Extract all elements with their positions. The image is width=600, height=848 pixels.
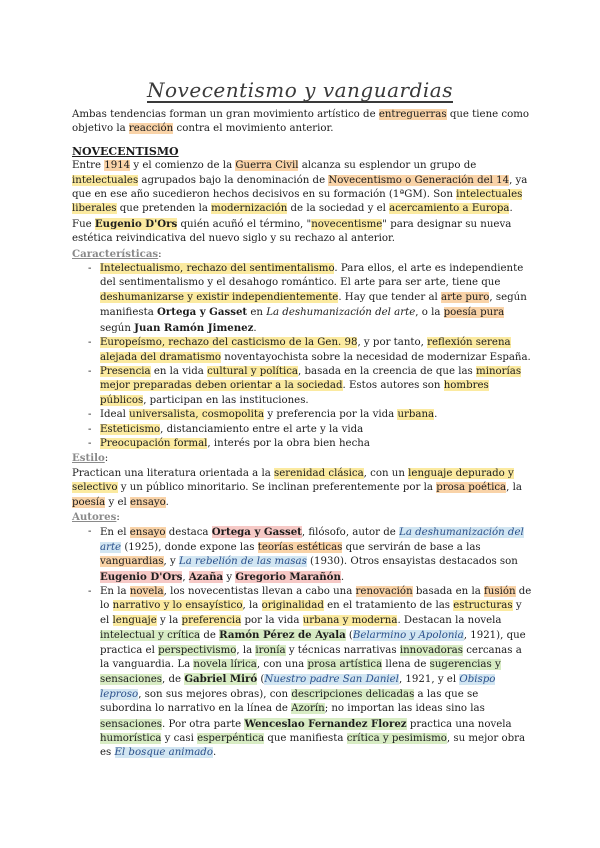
- text: , con un: [363, 467, 409, 479]
- highlight: entreguerras: [378, 109, 447, 120]
- author-name: Eugenio D'Ors: [100, 570, 183, 583]
- text: de lo: [100, 586, 532, 612]
- highlight: Novecentismo o Generación del 14: [328, 174, 510, 186]
- text: llena de: [382, 659, 430, 671]
- text: , con una: [256, 659, 308, 671]
- highlight: preferencia: [181, 614, 242, 626]
- highlight: reacción: [128, 123, 174, 135]
- highlight: acercamiento a Europa: [389, 203, 510, 215]
- text: y el comienzo de la: [130, 160, 236, 172]
- text: noventayochista sobre la necesidad de modernizar España.: [221, 351, 531, 363]
- text: ,: [182, 571, 189, 583]
- text: cercanas a la vanguardia. La: [100, 644, 522, 671]
- text: según: [100, 322, 135, 334]
- text: .: [434, 409, 438, 421]
- text: , y por tanto,: [357, 337, 428, 349]
- text: en el tratamiento de las: [323, 600, 454, 612]
- author-name: Eugenio D'Ors: [94, 217, 178, 230]
- text: y: [223, 571, 236, 583]
- text: . Destacan la novela: [397, 614, 502, 626]
- text: . Por otra parte: [162, 718, 245, 730]
- highlight: hombres públicos: [100, 380, 489, 406]
- estilo-paragraph: [72, 467, 532, 510]
- highlight: esperpéntica: [197, 733, 265, 745]
- section-paragraph: [72, 159, 532, 246]
- authors-list: [72, 525, 532, 761]
- text: En el: [100, 527, 130, 539]
- text: " para designar su nueva estética reivindicativa del nuevo siglo y su rechazo al anterior.: [72, 218, 512, 245]
- work-title: Obispo leproso: [100, 674, 496, 700]
- text: , interés por la obra bien hecha: [207, 437, 370, 449]
- page-title: Novecentismo y vanguardias: [147, 78, 453, 102]
- subheading-label: Características: [72, 247, 159, 260]
- list-item: [72, 525, 532, 585]
- highlight: Esteticismo: [100, 423, 161, 435]
- subheading-estilo: [72, 451, 532, 466]
- text: , de: [162, 674, 185, 686]
- highlight: Preocupación formal: [100, 437, 208, 449]
- author-name: Gregorio Marañón: [235, 570, 341, 583]
- highlight: innovadoras: [399, 644, 463, 656]
- work-title: La rebelión de las masas: [178, 556, 307, 568]
- text: . Estos autores son: [342, 380, 444, 392]
- subheading-caracteristicas: [72, 247, 532, 262]
- text: Entre: [72, 160, 105, 172]
- text: en: [247, 307, 267, 319]
- highlight: serenidad clásica: [274, 467, 364, 479]
- text: , filósofo, autor de: [301, 527, 400, 539]
- highlight: intelectuales: [72, 174, 139, 186]
- highlight: teorías estéticas: [257, 541, 343, 553]
- text: . Para ellos, el arte es independiente del sentimentalismo y el desahogo romántico. El arte para ser arte, tiene que: [100, 263, 524, 289]
- text: , y: [163, 556, 179, 568]
- text: , basada en la creencia de que las: [298, 365, 477, 377]
- subheading-autores: [72, 510, 532, 525]
- author-name: Ramón Pérez de Ayala: [219, 629, 346, 642]
- work-title: El bosque animado: [114, 747, 213, 759]
- highlight: estructuras: [453, 600, 513, 612]
- highlight: ensayo: [130, 496, 166, 508]
- text: contra el movimiento anterior.: [173, 123, 334, 135]
- text: que manifiesta: [264, 733, 347, 745]
- text: Ambas tendencias forman un gran movimiento artístico de: [72, 109, 379, 120]
- list-item: [72, 423, 532, 437]
- text: y el: [105, 496, 131, 508]
- text: , o la: [415, 307, 444, 319]
- text: . Hay que tender al: [338, 291, 442, 303]
- highlight: minorías mejor preparadas deben orientar a la sociedad: [100, 365, 522, 392]
- text: a las que se subordina lo narrativo en la línea de: [100, 688, 479, 715]
- text: .: [212, 747, 217, 759]
- author-name: Ortega y Gasset: [157, 306, 248, 319]
- highlight: deshumanizarse y existir independientemente: [100, 291, 339, 303]
- text: , según manifiesta: [100, 291, 527, 319]
- text: , la: [236, 644, 256, 656]
- subheading-label: Autores: [72, 510, 117, 523]
- highlight: poesía: [72, 496, 106, 508]
- text: que servirán de base a las: [342, 541, 481, 553]
- intro-paragraph: [72, 108, 532, 137]
- text: basada en la: [412, 586, 485, 597]
- highlight: lenguaje: [112, 614, 157, 626]
- author-name: Azaña: [188, 570, 224, 583]
- subheading-label: Estilo: [72, 452, 105, 465]
- highlight: Guerra Civil: [235, 160, 299, 172]
- text: alcanza su esplendor un grupo de: [298, 160, 477, 172]
- text: , 1921), que practica el: [100, 630, 526, 656]
- highlight: urbana y moderna: [302, 614, 398, 626]
- highlight: Europeísmo, rechazo del casticismo de la Gen. 98: [100, 337, 358, 349]
- document-body: [72, 108, 532, 761]
- highlight: universalista, cosmopolita: [129, 409, 265, 421]
- list-item: [72, 437, 532, 451]
- text: que pretenden la: [116, 203, 212, 215]
- work-title: La deshumanización del arte: [266, 307, 416, 319]
- highlight: prosa artística: [307, 659, 383, 671]
- text: en la vida: [150, 365, 208, 377]
- highlight: narrativo y lo ensayístico: [112, 600, 243, 612]
- text: quién acuñó el término, ": [177, 218, 312, 230]
- highlight: fusión: [484, 586, 516, 597]
- text: , los novecentistas llevan a cabo una: [163, 586, 356, 597]
- text: (: [257, 674, 265, 686]
- highlight: modernización: [211, 203, 288, 215]
- text: y la: [156, 614, 182, 626]
- text: y preferencia por la vida: [264, 409, 398, 421]
- text: Ideal: [100, 409, 130, 421]
- colon: :: [116, 511, 120, 523]
- highlight: poesía pura: [443, 307, 505, 319]
- highlight: lenguaje depurado y selectivo: [72, 467, 514, 494]
- highlight: cultural y política: [207, 365, 299, 377]
- text: .: [165, 496, 169, 508]
- characteristics-list: [72, 262, 532, 451]
- text: (: [345, 630, 353, 642]
- text: , 1921, y el: [398, 674, 460, 686]
- text: , la: [506, 482, 522, 494]
- text: , participan en las instituciones.: [143, 394, 309, 406]
- highlight: prosa poética: [436, 482, 507, 494]
- text: agrupados bajo la denominación de: [138, 174, 329, 186]
- text: , ya que en ese año sucedieron hechos decisivos en su formación (1ªGM). Son: [72, 174, 528, 201]
- text: practica una novela: [406, 718, 512, 730]
- highlight: vanguardias: [100, 556, 164, 568]
- highlight: novela lírica: [193, 659, 257, 671]
- text: Practican una literatura orientada a la: [72, 467, 275, 479]
- text: , su mejor obra es: [100, 733, 526, 759]
- highlight: ensayo: [129, 527, 166, 539]
- text: En la: [100, 586, 130, 597]
- highlight: humorística: [100, 733, 162, 745]
- author-name: Gabriel Miró: [184, 673, 258, 686]
- highlight: ironía: [255, 644, 286, 656]
- text: .: [340, 571, 345, 583]
- work-title: La deshumanización del arte: [100, 527, 524, 553]
- author-name: Wenceslao Fernandez Florez: [244, 717, 407, 730]
- text: y técnicas narrativas: [285, 644, 400, 656]
- text: , distanciamiento entre el arte y la vida: [160, 423, 364, 435]
- highlight: crítica y pesimismo: [346, 733, 447, 745]
- list-item: [72, 336, 532, 365]
- list-item: [72, 408, 532, 422]
- highlight: sugerencias y sensaciones: [100, 659, 501, 686]
- colon: :: [158, 248, 162, 260]
- list-item: [72, 365, 532, 408]
- highlight: Intelectualismo, rechazo del sentimentalismo: [100, 263, 335, 275]
- work-title: Nuestro padre San Daniel: [264, 674, 399, 686]
- text: ; no importan las ideas sino las: [324, 703, 485, 715]
- list-item: [72, 262, 532, 336]
- text: que tiene como objetivo la: [72, 109, 530, 135]
- colon: :: [104, 453, 109, 465]
- text: de la sociedad y el: [287, 203, 390, 215]
- highlight: Presencia: [100, 365, 151, 377]
- text: de: [200, 630, 220, 642]
- highlight: urbana: [397, 409, 435, 421]
- highlight: Azorín: [291, 703, 325, 715]
- text: , la: [242, 600, 262, 612]
- text: . Fue: [72, 203, 513, 230]
- section-heading: NOVECENTISMO: [72, 144, 179, 158]
- text: y casi: [161, 733, 198, 745]
- text: y un público minoritario. Se inclinan preferentemente por la: [117, 482, 437, 494]
- highlight: intelectuales liberales: [72, 189, 523, 215]
- work-title: Belarmino y Apolonia: [352, 630, 464, 642]
- highlight: novela: [129, 586, 164, 597]
- author-name: Juan Ramón Jimenez: [134, 321, 254, 334]
- highlight: renovación: [355, 586, 413, 597]
- highlight: novecentisme: [311, 218, 383, 230]
- highlight: intelectual y crítica: [100, 630, 201, 642]
- text: (1930). Otros ensayistas destacados son: [306, 556, 518, 568]
- text: .: [253, 322, 257, 334]
- text: destaca: [165, 527, 212, 539]
- highlight: sensaciones: [100, 718, 163, 730]
- highlight: reflexión serena alejada del dramatismo: [100, 337, 511, 363]
- highlight: originalidad: [261, 600, 324, 612]
- text: por la vida: [241, 614, 303, 626]
- list-item: [72, 585, 532, 761]
- highlight: perspectivismo: [158, 644, 237, 656]
- author-name: Ortega y Gasset: [211, 526, 302, 539]
- text: y el: [100, 600, 522, 626]
- text: , son sus mejores obras), con: [138, 688, 292, 700]
- text: (1925), donde expone las: [121, 541, 258, 553]
- highlight: arte puro: [441, 291, 490, 303]
- highlight: 1914: [104, 160, 131, 172]
- highlight: descripciones delicadas: [291, 688, 415, 700]
